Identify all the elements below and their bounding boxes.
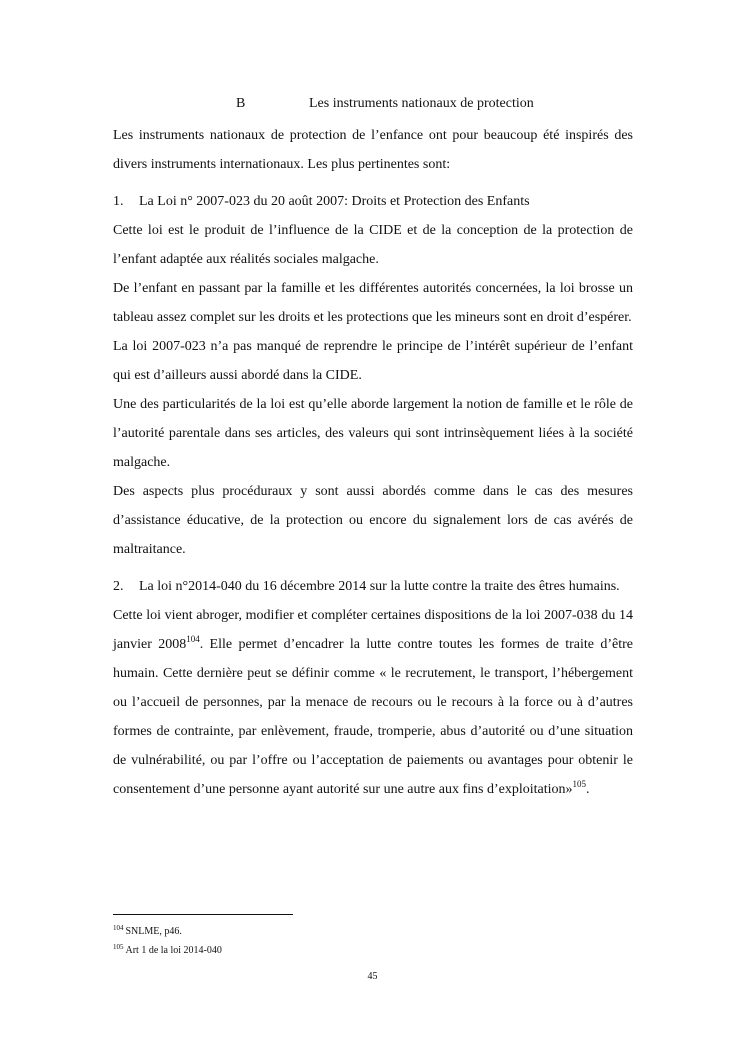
paragraph: La loi 2007-023 n’a pas manqué de reprendre le principe de l’intérêt supérieur de l’enfant qui est d’ailleurs aussi abordé dans la CIDE.: [113, 339, 633, 383]
footnote-ref-105[interactable]: 105: [572, 779, 587, 789]
footnote: [113, 922, 633, 941]
paragraph-text: . Elle permet d’encadrer la lutte contre toutes les formes de traite d’être humain. Cette dernière peut se définir comme « le recrutement, le transport, l’hébergement ou l’accueil de personnes, par la menace de recours ou le recours à la force ou à d’autres formes de contrainte, par enlèvement, fraude, tromperie, abus d’autorité ou d’une situation de vulnérabilité, ou par l’offre ou l’acceptation de paiements ou avantages pour obtenir le consentement d’une personne ayant autorité sur une autre aux fins d’exploitation»: [113, 637, 633, 797]
paragraph-text: Cette loi vient abroger, modifier et compléter certaines dispositions de la loi 2007-038 du 14 janvier 2008: [113, 608, 633, 652]
section-2-paragraph: [113, 601, 633, 804]
section-title: Les instruments nationaux de protection: [309, 96, 534, 111]
section-1-heading: [113, 187, 633, 216]
page-number: 45: [367, 971, 378, 982]
section-letter: B: [236, 96, 246, 111]
paragraph: Cette loi est le produit de l’influence de la CIDE et de la conception de la protection de l’enfant adaptée aux réalités sociales malgache.: [113, 223, 633, 267]
footnote-ref-104[interactable]: 104: [186, 634, 200, 644]
section-2-number: 2.: [113, 579, 124, 594]
section-1-number: 1.: [113, 194, 124, 209]
paragraph: De l’enfant en passant par la famille et les différentes autorités concernées, la loi brosse un tableau assez complet sur les droits et les protections que les mineurs sont en droit d’espérer.: [113, 281, 633, 325]
footnote-text: SNLME, p46.: [125, 926, 182, 937]
footnotes: [113, 922, 633, 960]
body-text: [113, 121, 633, 804]
intro-paragraph: Les instruments nationaux de protection de l’enfance ont pour beaucoup été inspirés des divers instruments internationaux. Les plus pertinentes sont:: [113, 128, 633, 172]
footnote-text: Art 1 de la loi 2014-040: [125, 945, 222, 956]
paragraph-end: .: [586, 782, 590, 797]
footnote-number: 105: [113, 943, 124, 951]
paragraph: Une des particularités de la loi est qu’elle aborde largement la notion de famille et le rôle de l’autorité parentale dans ses articles, des valeurs qui sont intrinsèquement liées à la société malgache.: [113, 397, 633, 470]
section-2-title: La loi n°2014-040 du 16 décembre 2014 sur la lutte contre la traite des êtres humains.: [139, 579, 620, 594]
paragraph: Des aspects plus procéduraux y sont aussi abordés comme dans le cas des mesures d’assistance éducative, de la protection ou encore du signalement lors de cas avérés de maltraitance.: [113, 484, 633, 557]
footnote-number: 104: [113, 924, 124, 932]
footnote: [113, 941, 633, 960]
section-2-heading: [113, 572, 633, 601]
section-1-title: La Loi n° 2007-023 du 20 août 2007: Droits et Protection des Enfants: [139, 194, 530, 209]
footnote-separator: [113, 914, 293, 915]
